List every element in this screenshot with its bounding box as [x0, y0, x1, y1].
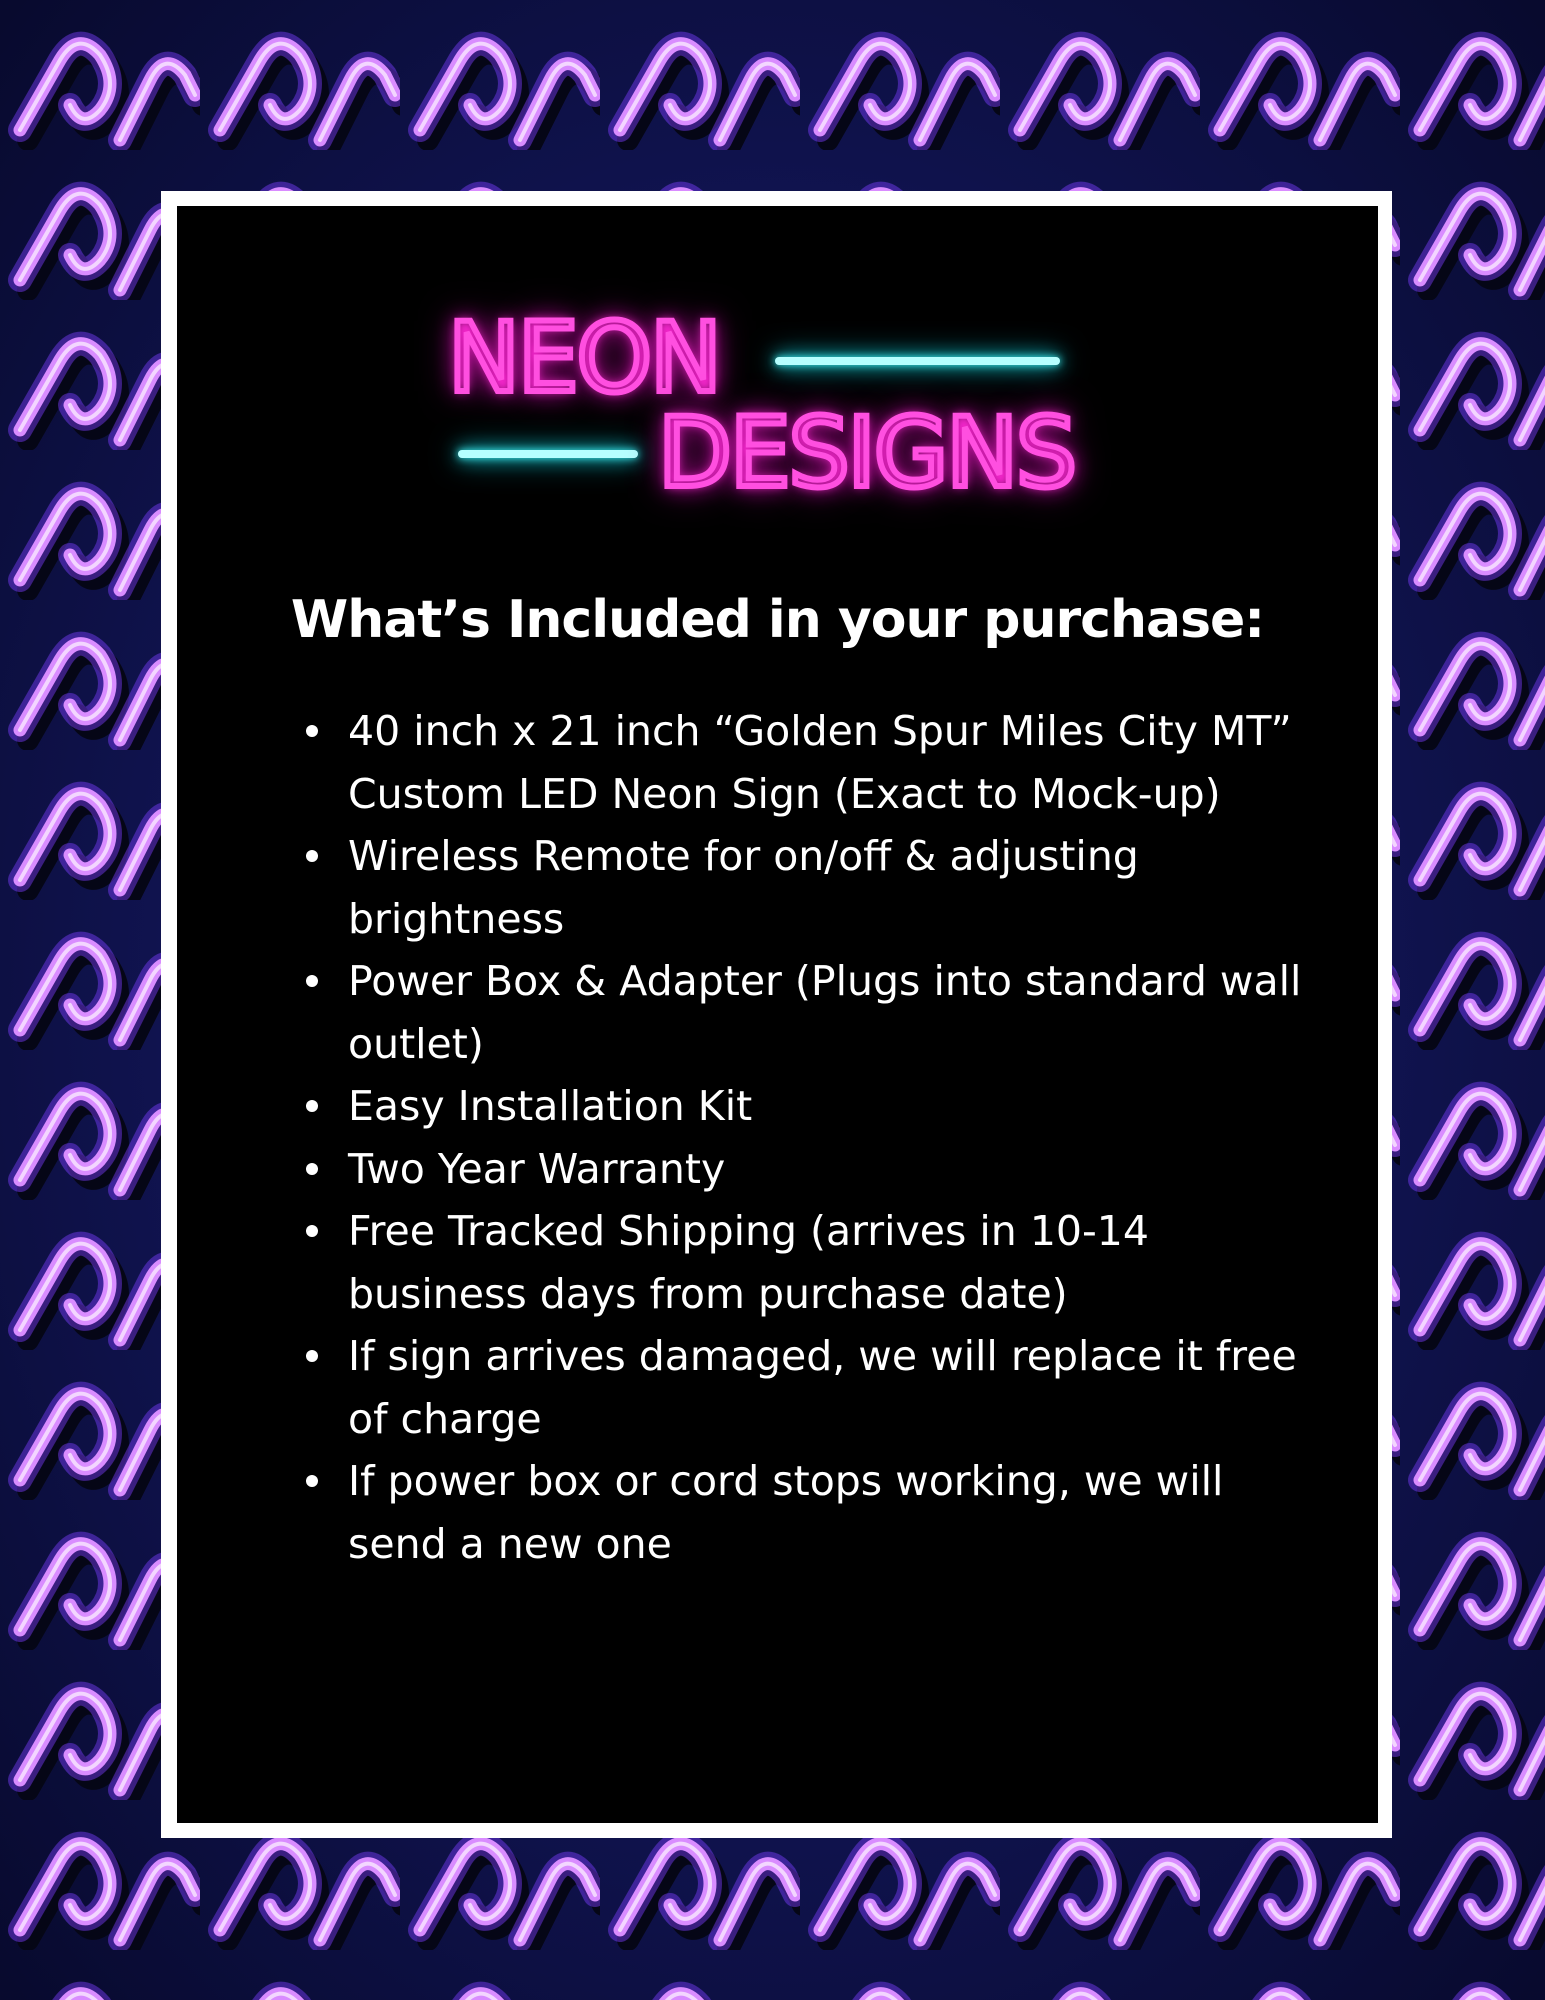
- logo-cyan-bar-top: [775, 357, 1060, 365]
- included-items-list: [300, 700, 1310, 1575]
- neon-designs-logo: [440, 295, 1100, 509]
- logo-word-designs: DESIGNS: [658, 397, 1075, 509]
- logo-cyan-bar-bottom: [458, 450, 638, 458]
- list-item: Wireless Remote for on/off & adjusting brightness: [300, 825, 1310, 950]
- list-item: Two Year Warranty: [300, 1138, 1310, 1201]
- list-item: If power box or cord stops working, we will send a new one: [300, 1450, 1310, 1575]
- list-item: 40 inch x 21 inch “Golden Spur Miles City MT” Custom LED Neon Sign (Exact to Mock-up): [300, 700, 1310, 825]
- list-item: Easy Installation Kit: [300, 1075, 1310, 1138]
- logo-word-neon: NEON: [448, 302, 720, 414]
- page-title: What’s Included in your purchase:: [290, 590, 1265, 650]
- list-item: If sign arrives damaged, we will replace it free of charge: [300, 1325, 1310, 1450]
- list-item: Free Tracked Shipping (arrives in 10-14 business days from purchase date): [300, 1200, 1310, 1325]
- list-item: Power Box & Adapter (Plugs into standard wall outlet): [300, 950, 1310, 1075]
